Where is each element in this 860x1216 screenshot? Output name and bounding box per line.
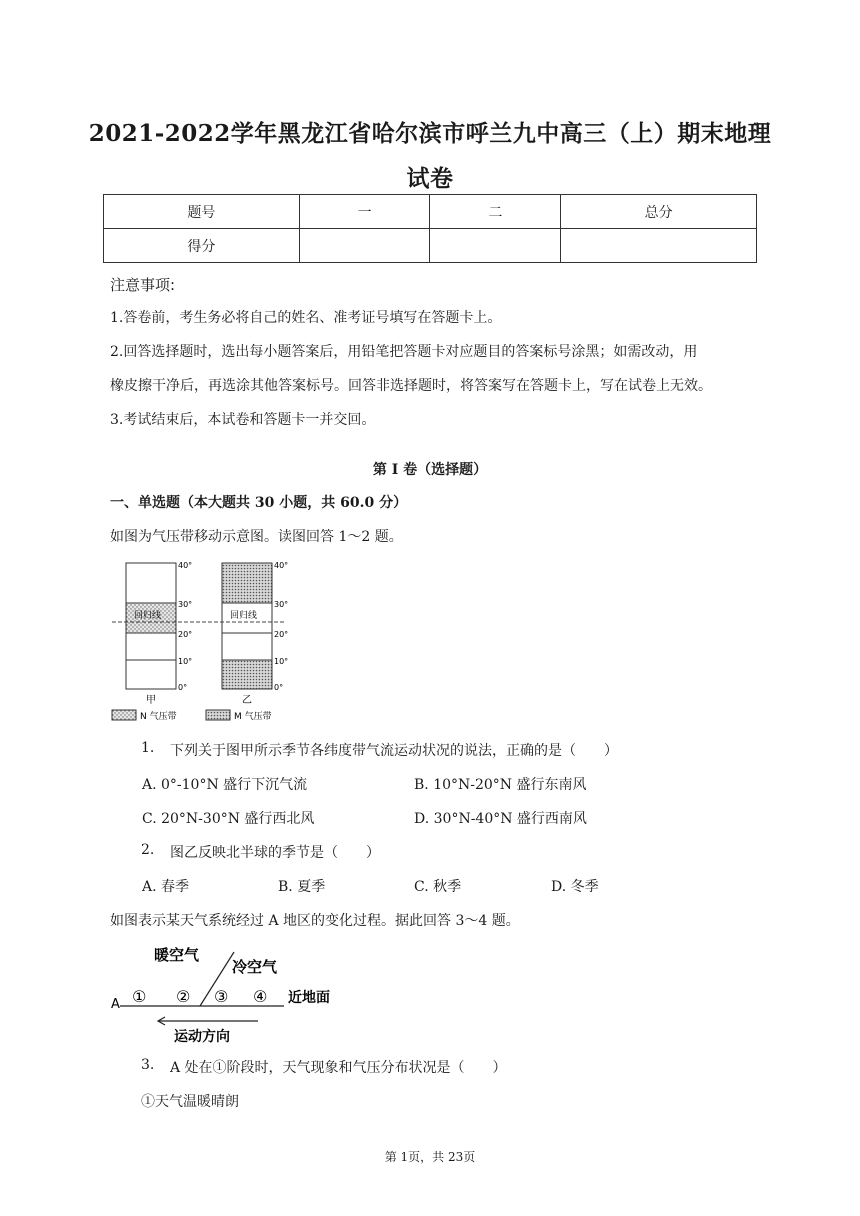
cold-air-label: 冷空气 [232,958,278,976]
question-2-option-a: A. 春季 [142,879,190,895]
point-a-label: A [111,997,120,1012]
score-header-cell: 一 [299,195,430,229]
lat-label: 10° [178,657,193,666]
question-1-option-d: D. 30°N-40°N 盛行西南风 [414,811,587,827]
score-table [103,194,757,263]
lat-label: 0° [274,683,284,692]
question-3-number: 3. [141,1057,155,1073]
question-2-stem: 图乙反映北半球的季节是（ ） [170,845,380,861]
score-cell [299,229,430,263]
lat-label: 20° [178,630,193,639]
lat-label: 40° [274,561,289,570]
question-3-option-1: ①天气温暖晴朗 [141,1094,239,1110]
column-jia [126,563,176,689]
question-3-stem: A 处在①阶段时，天气现象和气压分布状况是（ ） [170,1060,507,1076]
warm-air-label: 暖空气 [154,946,200,964]
lat-label: 30° [274,600,289,609]
question-2-option-b: B. 夏季 [278,879,326,895]
question-1-option-c: C. 20°N-30°N 盛行西北风 [142,811,315,827]
score-row-label: 得分 [104,229,300,263]
caption-jia: 甲 [146,695,156,706]
pressure-belt-figure [108,558,308,728]
lat-label: 40° [178,561,193,570]
score-cell [430,229,561,263]
document-title-line2: 试卷 [406,165,454,192]
notice-item-2-cont: 橡皮擦干净后，再选涂其他答案标号。回答非选择题时，将答案写在答题卡上，写在试卷上无效。 [110,378,712,394]
intro-questions-3-4: 如图表示某天气系统经过 A 地区的变化过程。据此回答 3～4 题。 [110,913,520,929]
tropic-label-jia: 回归线 [134,611,162,621]
score-table-header-row [104,195,757,229]
legend-n-label: N 气压带 [140,712,177,722]
legend-m-label: M 气压带 [234,712,272,722]
direction-label: 运动方向 [174,1029,230,1045]
notice-heading: 注意事项: [110,276,176,294]
notice-item-3: 3.考试结束后，本试卷和答题卡一并交回。 [110,412,376,428]
weather-front-figure [108,940,368,1048]
section-title: 第 I 卷（选择题） [372,462,488,478]
stage-2: ② [176,987,191,1006]
lat-label: 0° [178,683,188,692]
document-title-line1: 2021-2022学年黑龙江省哈尔滨市呼兰九中高三（上）期末地理 [88,120,772,147]
notice-item-2: 2.回答选择题时，选出每小题答案后，用铅笔把答题卡对应题目的答案标号涂黑；如需改动，用 [110,344,698,360]
lat-label: 10° [274,657,289,666]
column-yi [222,563,272,689]
question-2-option-c: C. 秋季 [414,879,462,895]
score-table-score-row [104,229,757,263]
notice-item-1: 1.答卷前，考生务必将自己的姓名、准考证号填写在答题卡上。 [110,310,502,326]
legend-n-swatch [112,710,136,720]
lat-label: 30° [178,600,193,609]
score-header-cell: 二 [430,195,561,229]
question-2-option-d: D. 冬季 [551,879,599,895]
question-2-number: 2. [141,842,155,858]
question-1-option-b: B. 10°N-20°N 盛行东南风 [414,777,587,793]
page-footer: 第 1页，共 23页 [384,1150,476,1164]
stage-4: ④ [253,987,268,1006]
question-1-option-a: A. 0°-10°N 盛行下沉气流 [142,777,308,793]
intro-questions-1-2: 如图为气压带移动示意图。读图回答 1～2 题。 [110,529,403,545]
tropic-label-yi: 回归线 [230,611,258,621]
question-1-stem: 下列关于图甲所示季节各纬度带气流运动状况的说法，正确的是（ ） [170,743,618,759]
caption-yi: 乙 [242,695,252,706]
score-header-cell: 总分 [561,195,757,229]
score-cell [561,229,757,263]
question-1-number: 1. [141,740,155,756]
legend-m-swatch [206,710,230,720]
ground-label: 近地面 [288,990,330,1006]
lat-label: 20° [274,630,289,639]
score-header-cell: 题号 [104,195,300,229]
stage-1: ① [132,987,147,1006]
part-heading: 一、单选题（本大题共 30 小题，共 60.0 分） [110,495,408,511]
stage-3: ③ [214,987,229,1006]
